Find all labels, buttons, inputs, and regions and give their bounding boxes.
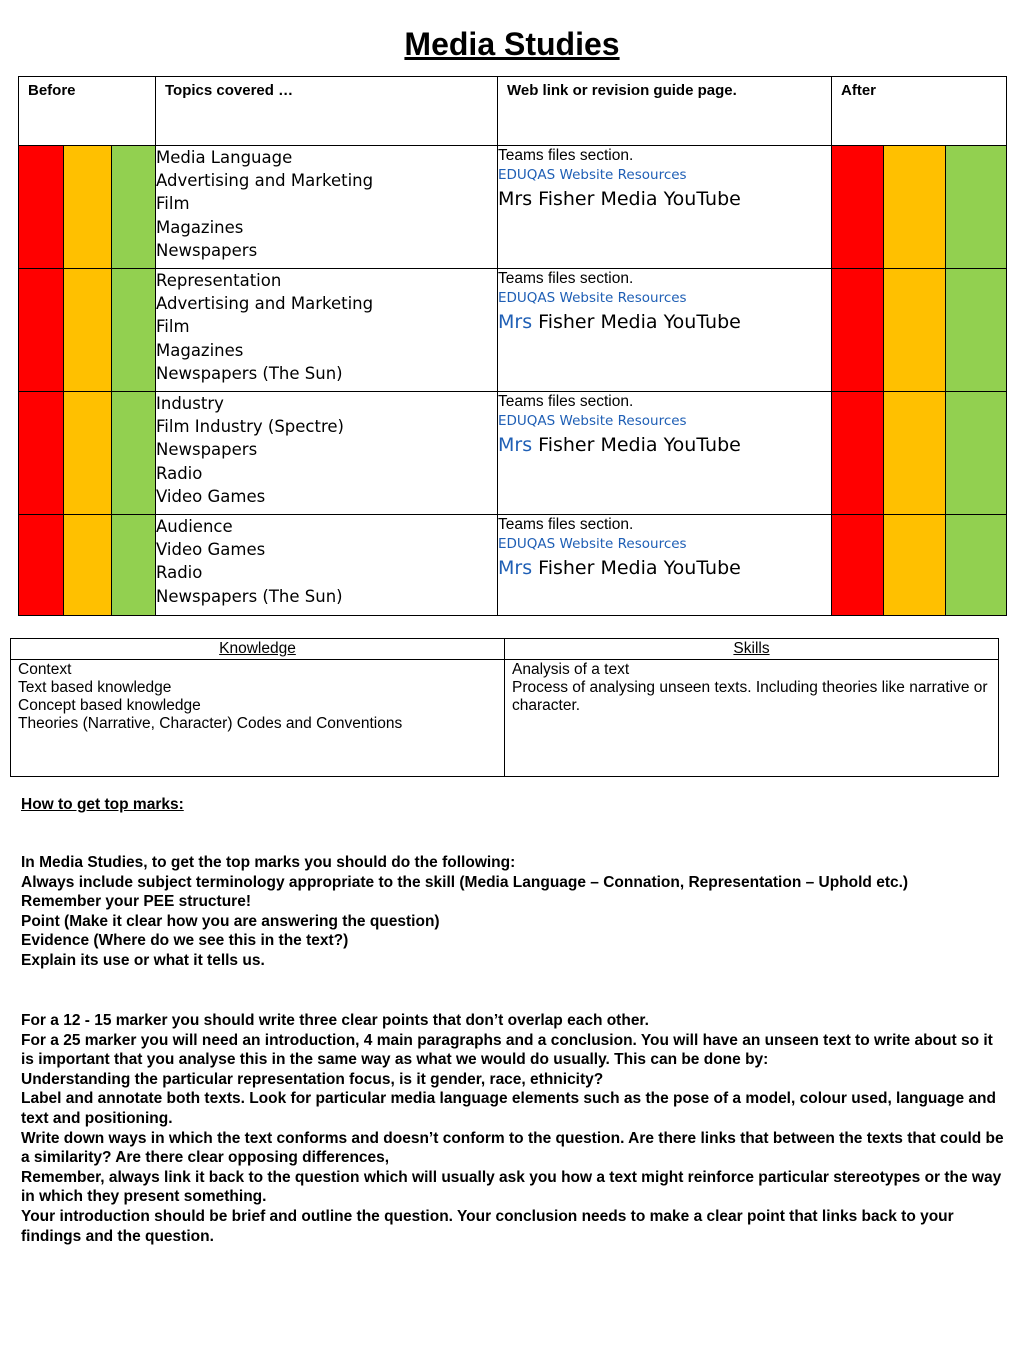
tip-line: Understanding the particular representation focus, is it gender, race, ethnicity?: [21, 1070, 604, 1088]
links-cell: [498, 146, 832, 269]
topics-cell: [156, 515, 498, 616]
youtube-link[interactable]: [498, 431, 831, 459]
tip-line: Remember your PEE structure!: [21, 893, 251, 911]
topic-item: Audience: [156, 517, 233, 536]
tip-line: Your introduction should be brief and outline the question. Your conclusion needs to make a clear point that links back to your findings and the question.: [21, 1207, 954, 1245]
after-green-cell[interactable]: [946, 515, 1007, 616]
after-green-cell[interactable]: [946, 146, 1007, 269]
topic-item: Film Industry (Spectre): [156, 417, 344, 437]
before-amber-cell[interactable]: [64, 515, 112, 616]
after-header: After: [832, 77, 1007, 146]
tip-line: Always include subject terminology appropriate to the skill (Media Language – Connation, Representation – Uphold etc.): [21, 873, 909, 891]
topics-cell: [156, 392, 498, 515]
after-amber-cell[interactable]: [884, 515, 946, 616]
topic-row: [19, 392, 1007, 515]
before-red-cell[interactable]: [19, 515, 64, 616]
knowledge-item: Theories (Narrative, Character) Codes and Conventions: [18, 715, 403, 732]
before-green-cell[interactable]: [112, 515, 156, 616]
before-header: Before: [19, 77, 156, 146]
eduqas-link[interactable]: EDUQAS Website Resources: [498, 167, 687, 183]
knowledge-list: [11, 660, 505, 777]
knowledge-item: Context: [18, 661, 72, 678]
youtube-link-label[interactable]: Fisher Media YouTube: [538, 311, 741, 333]
page-title: Media Studies: [404, 26, 620, 62]
youtube-link-prefix[interactable]: Mrs: [498, 557, 533, 579]
topic-row: [19, 515, 1007, 616]
youtube-link-prefix[interactable]: Mrs: [498, 311, 533, 333]
knowledge-item: Text based knowledge: [18, 679, 172, 696]
before-green-cell[interactable]: [112, 146, 156, 269]
after-amber-cell[interactable]: [884, 269, 946, 392]
topic-row: [19, 146, 1007, 269]
skills-item: Analysis of a text: [512, 661, 630, 678]
topic-item: Video Games: [156, 486, 266, 506]
youtube-link[interactable]: [498, 554, 831, 582]
topic-item: Advertising and Marketing: [156, 294, 374, 314]
topic-item: Film: [156, 194, 190, 214]
topic-item: Newspapers (The Sun): [156, 363, 343, 383]
tip-line: Explain its use or what it tells us.: [21, 951, 265, 969]
skills-list: [505, 660, 999, 777]
topic-item: Radio: [156, 563, 203, 583]
topic-item: Radio: [156, 463, 203, 483]
after-amber-cell[interactable]: [884, 146, 946, 269]
teams-files-text: Teams files section.: [498, 516, 634, 533]
youtube-link-prefix[interactable]: Mrs: [498, 434, 533, 456]
after-red-cell[interactable]: [832, 515, 884, 616]
links-cell: [498, 392, 832, 515]
youtube-link[interactable]: [498, 308, 831, 336]
tips-paragraph-2: [21, 1011, 1006, 1246]
teams-files-text: Teams files section.: [498, 270, 634, 287]
topic-item: Magazines: [156, 340, 244, 360]
tip-line: Evidence (Where do we see this in the text?): [21, 932, 349, 950]
topic-item: Newspapers: [156, 240, 258, 260]
topic-item: Media Language: [156, 148, 293, 167]
tip-line: Label and annotate both texts. Look for particular media language elements such as the pose of a model, colour used, language and text and positioning.: [21, 1090, 996, 1127]
topics-header: Topics covered …: [156, 77, 498, 146]
eduqas-link[interactable]: EDUQAS Website Resources: [498, 413, 687, 429]
before-red-cell[interactable]: [19, 269, 64, 392]
before-red-cell[interactable]: [19, 392, 64, 515]
topic-item: Newspapers (The Sun): [156, 586, 343, 606]
topics-cell: [156, 146, 498, 269]
tip-line: For a 12 - 15 marker you should write three clear points that don’t overlap each other.: [21, 1012, 649, 1029]
tip-line: Remember, always link it back to the question which will usually ask you how a text might reinforce particular stereotypes or the way in which they present something.: [21, 1168, 1002, 1206]
topic-item: Film: [156, 317, 190, 337]
before-amber-cell[interactable]: [64, 146, 112, 269]
eduqas-link[interactable]: EDUQAS Website Resources: [498, 536, 687, 552]
after-green-cell[interactable]: [946, 392, 1007, 515]
link-header: Web link or revision guide page.: [498, 77, 832, 146]
topic-item: Newspapers: [156, 440, 258, 460]
table-header-row: [19, 77, 1007, 146]
tip-line: For a 25 marker you will need an introduction, 4 main paragraphs and a conclusion. You will have an unseen text to write about so it is important that you analyse this in the same way as what we would do usually. This can be done by:: [21, 1031, 993, 1069]
links-cell: [498, 269, 832, 392]
youtube-link-label[interactable]: Fisher Media YouTube: [538, 434, 741, 456]
knowledge-header: Knowledge: [11, 639, 505, 660]
after-red-cell[interactable]: [832, 146, 884, 269]
topic-item: Magazines: [156, 217, 244, 237]
topic-row: [19, 269, 1007, 392]
youtube-link[interactable]: [498, 185, 831, 213]
tip-line: In Media Studies, to get the top marks you should do the following:: [21, 854, 516, 871]
before-green-cell[interactable]: [112, 269, 156, 392]
knowledge-item: Concept based knowledge: [18, 697, 201, 714]
topic-item: Advertising and Marketing: [156, 171, 374, 191]
topics-table: [18, 76, 1007, 616]
after-green-cell[interactable]: [946, 269, 1007, 392]
skills-item: Process of analysing unseen texts. Including theories like narrative or character.: [512, 679, 988, 714]
topic-item: Representation: [156, 271, 282, 290]
eduqas-link[interactable]: EDUQAS Website Resources: [498, 290, 687, 306]
before-red-cell[interactable]: [19, 146, 64, 269]
links-cell: [498, 515, 832, 616]
teams-files-text: Teams files section.: [498, 147, 634, 164]
before-green-cell[interactable]: [112, 392, 156, 515]
tip-line: Point (Make it clear how you are answering the question): [21, 912, 440, 930]
youtube-link-label[interactable]: Fisher Media YouTube: [538, 557, 741, 579]
topic-item: Video Games: [156, 540, 266, 560]
tip-line: Write down ways in which the text conforms and doesn’t conform to the question. Are there links that between the texts that could be a similarity? Are there clear opposing differences,: [21, 1129, 1004, 1167]
knowledge-skills-table: [10, 638, 999, 777]
topic-item: Industry: [156, 394, 224, 413]
tips-heading: How to get top marks:: [21, 796, 184, 813]
skills-header: Skills: [505, 639, 999, 660]
before-amber-cell[interactable]: [64, 392, 112, 515]
youtube-link-prefix[interactable]: Mrs: [498, 188, 533, 210]
before-amber-cell[interactable]: [64, 269, 112, 392]
after-amber-cell[interactable]: [884, 392, 946, 515]
youtube-link-label[interactable]: Fisher Media YouTube: [538, 188, 741, 210]
topics-cell: [156, 269, 498, 392]
after-red-cell[interactable]: [832, 392, 884, 515]
teams-files-text: Teams files section.: [498, 393, 634, 410]
after-red-cell[interactable]: [832, 269, 884, 392]
tips-paragraph-1: [21, 853, 1006, 971]
